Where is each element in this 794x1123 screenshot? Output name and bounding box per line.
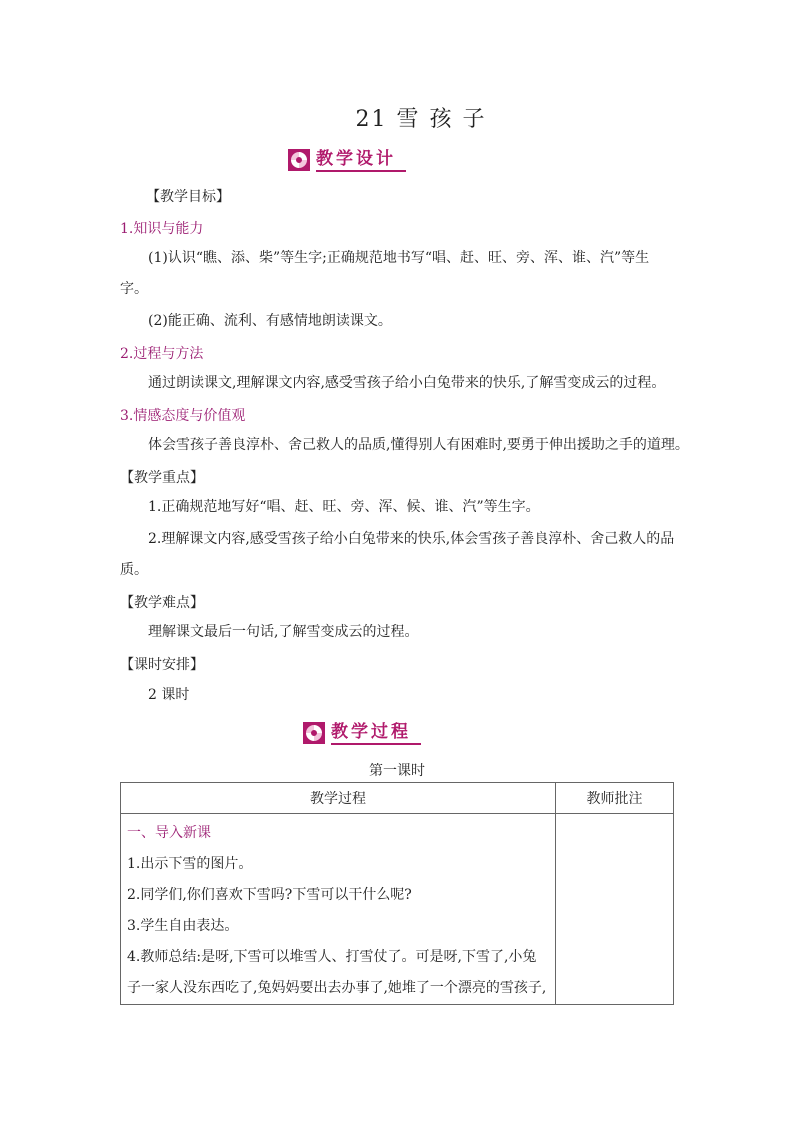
col-header-notes: 教师批注 [556, 783, 674, 814]
step-line: 4.教师总结:是呀,下雪可以堆雪人、打雪仗了。可是呀,下雪了,小兔 [127, 949, 537, 965]
key-point-2: 2.理解课文内容,感受雪孩子给小白兔带来的快乐,体会雪孩子善良淳朴、舍己救人的品 [148, 531, 675, 547]
goal-process-p: 通过朗读课文,理解课文内容,感受雪孩子给小白兔带来的快乐,了解雪变成云的过程。 [148, 375, 666, 391]
lesson-table [120, 782, 674, 1005]
goal-knowledge-p1: (1)认识“瞧、添、柴”等生字;正确规范地书写“唱、赶、旺、旁、浑、谁、汽”等生 [148, 250, 650, 266]
goal-knowledge-p2: (2)能正确、流利、有感情地朗读课文。 [148, 313, 392, 329]
step-title: 一、导入新课 [127, 825, 211, 841]
difficulty-p: 理解课文最后一句话,了解雪变成云的过程。 [148, 624, 419, 640]
goal-emotion-heading: 3.情感态度与价值观 [120, 408, 246, 424]
difficulty-heading: 【教学难点】 [120, 595, 204, 611]
goal-knowledge-p1-cont: 字。 [120, 281, 148, 297]
teaching-design-banner [288, 148, 406, 172]
banner-label: 教学设计 [316, 148, 406, 172]
teaching-process-banner [303, 721, 421, 745]
step-line: 1.出示下雪的图片。 [127, 856, 253, 872]
key-point-1: 1.正确规范地写好“唱、赶、旺、旁、浑、候、谁、汽”等生字。 [148, 499, 540, 515]
goal-emotion-p: 体会雪孩子善良淳朴、舍己救人的品质,懂得别人有困难时,要勇于伸出援助之手的道理。 [148, 437, 689, 453]
step-line: 子一家人没东西吃了,兔妈妈要出去办事了,她堆了一个漂亮的雪孩子, [127, 980, 547, 996]
banner-label: 教学过程 [331, 721, 421, 745]
schedule-p: 2 课时 [148, 687, 190, 703]
key-points-heading: 【教学重点】 [120, 470, 204, 486]
notes-cell[interactable] [556, 814, 674, 1005]
step-line: 3.学生自由表达。 [127, 918, 239, 934]
swirl-logo-icon [303, 722, 325, 744]
goals-heading: 【教学目标】 [146, 189, 230, 205]
goal-process-heading: 2.过程与方法 [120, 346, 204, 362]
page-title: 21 雪 孩 子 [355, 107, 487, 132]
key-point-2-cont: 质。 [120, 562, 148, 578]
goal-knowledge-heading: 1.知识与能力 [120, 221, 204, 237]
schedule-heading: 【课时安排】 [120, 657, 204, 673]
table-header-row [121, 783, 674, 814]
lesson-caption: 第一课时 [369, 763, 425, 779]
swirl-logo-icon [288, 149, 310, 171]
process-cell [121, 814, 556, 1005]
step-line: 2.同学们,你们喜欢下雪吗?下雪可以干什么呢? [127, 887, 412, 903]
table-row [121, 814, 674, 1005]
col-header-process: 教学过程 [121, 783, 556, 814]
